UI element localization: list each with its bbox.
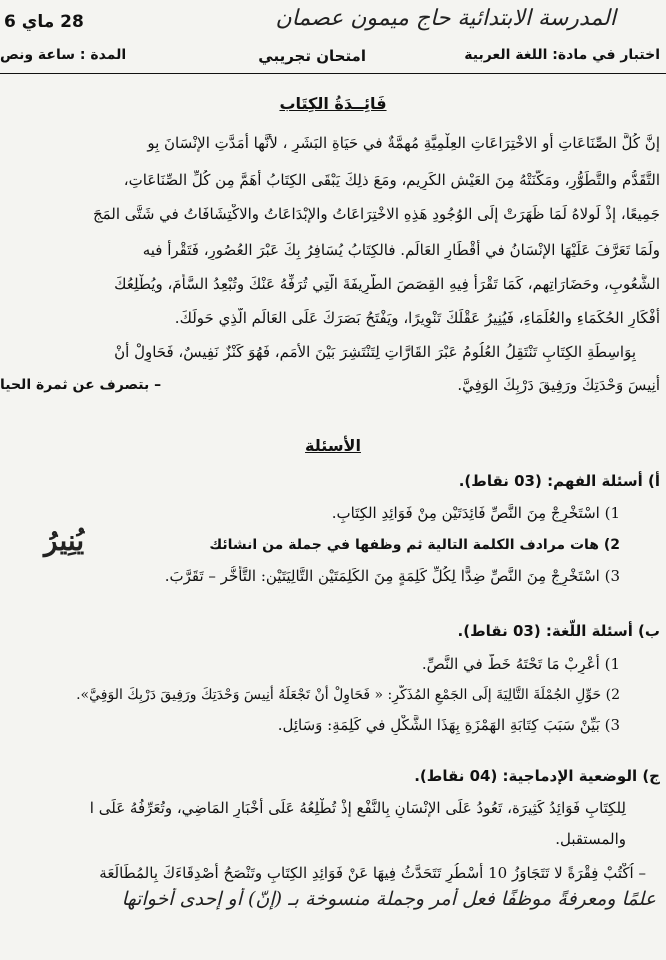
passage-line: أنِيسَ وَحْدَتِكَ ورَفِيقَ دَرْبِكَ الوَفِيَّ. bbox=[457, 376, 660, 394]
question-b2: 2) حَوِّلِ الجُمْلَةَ التَّالِيَةَ إلَى الجَمْعِ المُذَكَّرِ: « فَحَاوِلْ أنْ تَجْعَلَهُ أنِيسَ وَحْدَتِكَ ورَفِيقَ دَرْبِكَ الوَفِيَّ». bbox=[76, 687, 620, 703]
passage-line: بِوَاسِطَةِ الكِتَابِ تَنْتَقِلُ العُلُومُ عَبْرَ القَارَّاتِ لِتَنْتَشِرَ بَيْنَ الأُمَمِ، فَهُوَ كَنْزٌ نَفِيسٌ، فَحَاوِلْ أنْ bbox=[114, 343, 636, 361]
passage-line: جَمِيعًا، إذْ لَولاهُ لَمَا ظَهَرَتْ إلَى الوُجُودِ هَذِهِ الاخْتِرَاعَاتُ والإبْدَاعَاتُ والاكْتِشَافَاتُ في شَتَّى المَجَ bbox=[92, 205, 660, 223]
passage-line: إنَّ كُلَّ الصِّنَاعَاتِ أو الاخْتِرَاعَاتِ العِلْمِيَّةِ مُهِمَّةٌ في حَيَاةِ البَشَرِ ، لأَنَّها أمَدَّتِ الإنْسَانَ بِو bbox=[147, 134, 660, 152]
passage-source: – بتصرف عن ثمرة الحيا bbox=[0, 377, 162, 393]
question-a2-word: يُنِيرُ bbox=[44, 524, 85, 557]
questions-heading: الأسئلة bbox=[305, 436, 361, 455]
question-b3: 3) بَيِّنْ سَبَبَ كِتَابَةِ الهَمْزَةِ بِهَذَا الشَّكْلِ في كَلِمَةِ: وَسَائِل. bbox=[277, 716, 620, 734]
passage-line: التَّقَدُّمِ والتَّطَوُّرِ، ومَكَّنَتْهُ مِنَ العَيْشِ الكَرِيمِ، ومَعَ ذلِكَ يَبْقَى الكِتَابُ أهَمَّ مِن كُلِّ الصِّنَاعَاتِ، bbox=[123, 171, 660, 189]
exam-duration: المدة : ساعة ونص bbox=[0, 47, 127, 63]
section-a-title: أ) أسئلة الفهم: (03 نقاط). bbox=[458, 472, 660, 490]
passage-title: فَائِــدَةُ الكِتَاب bbox=[279, 94, 387, 113]
school-name-handwritten: المدرسة الابتدائية حاج ميمون عصمان bbox=[275, 6, 616, 31]
question-b1: 1) أَعْرِبْ مَا تَحْتَهُ خَطٌّ في النَّصِّ. bbox=[421, 655, 620, 673]
subject-label: اختبار في مادة: اللغة العربية bbox=[464, 47, 660, 63]
section-c-title: ج) الوضعية الإدماجية: (04 نقاط). bbox=[414, 767, 660, 785]
question-a1: 1) اسْتَخْرِجْ مِنَ النَّصِّ فَائِدَتَيْنِ مِنْ فَوَائِدِ الكِتَابِ. bbox=[331, 504, 620, 522]
passage-line: أفْكَارِ الحُكَمَاءِ والعُلَمَاءِ، فَيُنِيرُ عَقْلَكَ تَنْوِيرًا، ويَفْتَحُ بَصَرَكَ عَلَى العَالَمِ الَّذِي حَولَكَ. bbox=[174, 309, 660, 327]
question-a2: 2) هات مرادف الكلمة التالية ثم وظفها في جملة من انشائك bbox=[209, 537, 620, 553]
header-rule bbox=[0, 73, 666, 74]
situation-task: – اُكْتُبْ فِقْرَةً لا تَتَجَاوَزُ 10 أسْطُرٍ تَتَحَدَّثُ فِيهَا عَنْ فَوَائِدِ الكِتَابِ وتَنْصَحُ أصْدِقَاءَكَ بِالمُطَالَعَة bbox=[99, 864, 646, 882]
exam-date: 28 ماي 6 bbox=[4, 12, 84, 32]
task-continuation-handwritten: علمًا ومعرفةً موظفًا فعل أمر وجملة منسوخة بـ (إنّ) أو إحدى أخواتها bbox=[121, 888, 656, 910]
situation-text: والمستقبل. bbox=[555, 830, 626, 848]
question-a3: 3) اسْتَخْرِجْ مِنَ النَّصِّ ضِدًّا لِكُلِّ كَلِمَةٍ مِنَ الكَلِمَتَيْنِ التَّالِيَتَيْنِ: التَّأَخُّر – تَقَرَّبَ. bbox=[164, 567, 620, 585]
passage-line: الشُّعُوبِ، وحَضَارَاتِهِم، كَمَا تَقْرَأُ فِيهِ القِصَصَ الطَّرِيفَةَ الّتِي تُرَفِّهُ عَنْكَ وتُبْعِدُ السَّأمَ، ويُطْلِعُكَ bbox=[114, 275, 660, 293]
situation-text: لِلكِتَابِ فَوَائِدُ كَثِيرَة، تَعُودُ عَلَى الإنْسَانِ بِالنَّفْعِ إذْ تُطْلِعُهُ عَلَى أخْبَارِ المَاضِي، وتُعَرِّفُهُ عَلَى ا bbox=[89, 799, 626, 817]
exam-type: امتحان تجريبي bbox=[258, 47, 366, 65]
passage-line: ولَمَا تَعَرَّفَ عَلَيْهَا الإنْسَانُ في أقْطَارِ العَالَمِ. فالكِتَابُ يُسَافِرُ بِكَ عَبْرَ العُصُورِ، فَتَقْرأُ فيه bbox=[142, 241, 660, 259]
section-b-title: ب) أسئلة اللّغة: (03 نقاط). bbox=[457, 622, 660, 640]
